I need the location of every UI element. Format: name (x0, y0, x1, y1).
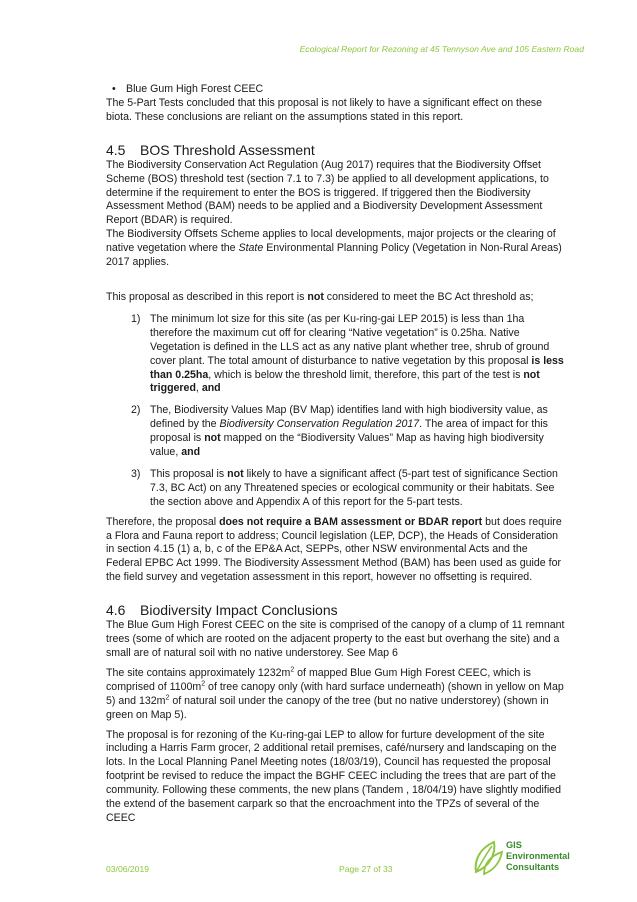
logo-text: GIS Environmental Consultants (506, 840, 570, 872)
paragraph: The Blue Gum High Forest CEEC on the site is comprised of the canopy of a clump of 11 remnant trees (some of which are rooted on the adjacent property to the east but overhang the site) and a small are of natural soil with no native understorey. See Map 6 (106, 619, 565, 659)
running-header: Ecological Report for Rezoning at 45 Tennyson Ave and 105 Eastern Road (299, 44, 584, 54)
paragraph: The site contains approximately $1232m^2$ of mapped Blue Gum High Forest CEEC, which is comprised of $1100m^2$ of tree canopy only (with hard surface underneath) (shown in yellow on Map 5) and $132m^2$ of natural soil under the canopy of the tree (but no native understorey) (shown in green on Map 5). (106, 666, 564, 721)
section-heading-4-6 (106, 601, 566, 619)
paragraph: The Biodiversity Offsets Scheme applies to local developments, major projects or the clearing of native vegetation where the State Environmental Planning Policy (Vegetation in Non-Rural Areas) 2017 applies. (106, 228, 562, 269)
footer-date: 03/06/2019 (106, 864, 150, 874)
footer-page-number: Page 27 of 33 (339, 864, 393, 874)
bullet-icon: • (112, 83, 116, 95)
paragraph: The Biodiversity Conservation Act Regulation (Aug 2017) requires that the Biodiversity Offset Scheme (BOS) threshold test (section 7.1 to 7.3) be applied to all development applications, to determine if the requirement to enter the BOS is triggered. If triggered then the Biodiversity Assessment Method (BAM) needs to be applied and a Biodiversity Development Assessment Report (BDAR) is required. (106, 158, 549, 227)
bullet-text: Blue Gum High Forest CEEC (126, 83, 264, 95)
section-title: BOS Threshold Assessment (140, 141, 315, 158)
section-number: 4.5 (106, 141, 126, 158)
numbered-list (106, 313, 566, 510)
paragraph: The proposal is for rezoning of the Ku-ring-gai LEP to allow for furture development of the site including a Harris Farm grocer, 2 additional retail premises, café/nursery and landscaping on the lots. In the Local Planning Panel Meeting notes (18/03/19), Council has requested the proposal footprint be revised to reduce the impact the BGHF CEEC including the trees that are part of the community. Following these comments, the new plans (Tandem , 18/04/19) have slightly modified the extend of the basement carpark so that the encroachment into the TPZs of several of the CEEC (106, 728, 561, 824)
list-number: 3) (131, 467, 141, 480)
list-item: 3) This proposal is not likely to have a significant affect (5-part test of significance Section 7.3, BC Act) on any Threatened species or ecological community or their habitats. See the section above and Appendix A of this report for the 5-part tests. (131, 467, 558, 508)
list-item: 2) The, Biodiversity Values Map (BV Map) identifies land with high biodiversity value, as defined by the Biodiversity Conservation Regulation 2017. The area of impact for this proposal is not mapped on the “Biodiversity Values” Map as having high biodiversity value, and (131, 404, 548, 459)
list-number: 2) (131, 404, 141, 417)
list-number: 1) (131, 312, 141, 325)
section-title: Biodiversity Impact Conclusions (140, 602, 338, 619)
leaf-logo-icon (470, 838, 504, 878)
section-number: 4.6 (106, 602, 126, 619)
company-logo (470, 838, 585, 878)
page-body (106, 76, 566, 826)
section-heading-4-5 (106, 141, 566, 159)
list-item (106, 83, 566, 97)
paragraph: The 5-Part Tests concluded that this proposal is not likely to have a significant effect on these biota. These conclusions are reliant on the assumptions stated in this report. (106, 96, 542, 123)
list-item: 1) The minimum lot size for this site (as per Ku-ring-gai LEP 2015) is less than 1ha therefore the maximum cut off for clearing “Native vegetation” is 0.25ha. Native Vegetation is defined in the LLS act as any native plant whether tree, shrub of ground cover plant. The total amount of disturbance to native vegetation by this proposal is less than 0.25ha, which is below the threshold limit, therefore, this part of the test is not triggered, and (131, 312, 564, 395)
paragraph: Therefore, the proposal does not require a BAM assessment or BDAR report but does require a Flora and Fauna report to address; Council legislation (LEP, DCP), the Heads of Consideration in section 4.15 (1) a, b, c of the EP&A Act, SEPPs, other NSW environmental Acts and the Federal EPBC Act 1999. The Biodiversity Assessment Method (BAM) has been used as guide for the field survey and vegetation assessment in this report, however no offsetting is required. (106, 515, 562, 584)
paragraph: This proposal as described in this report is not considered to meet the BC Act threshold as; (106, 290, 534, 303)
